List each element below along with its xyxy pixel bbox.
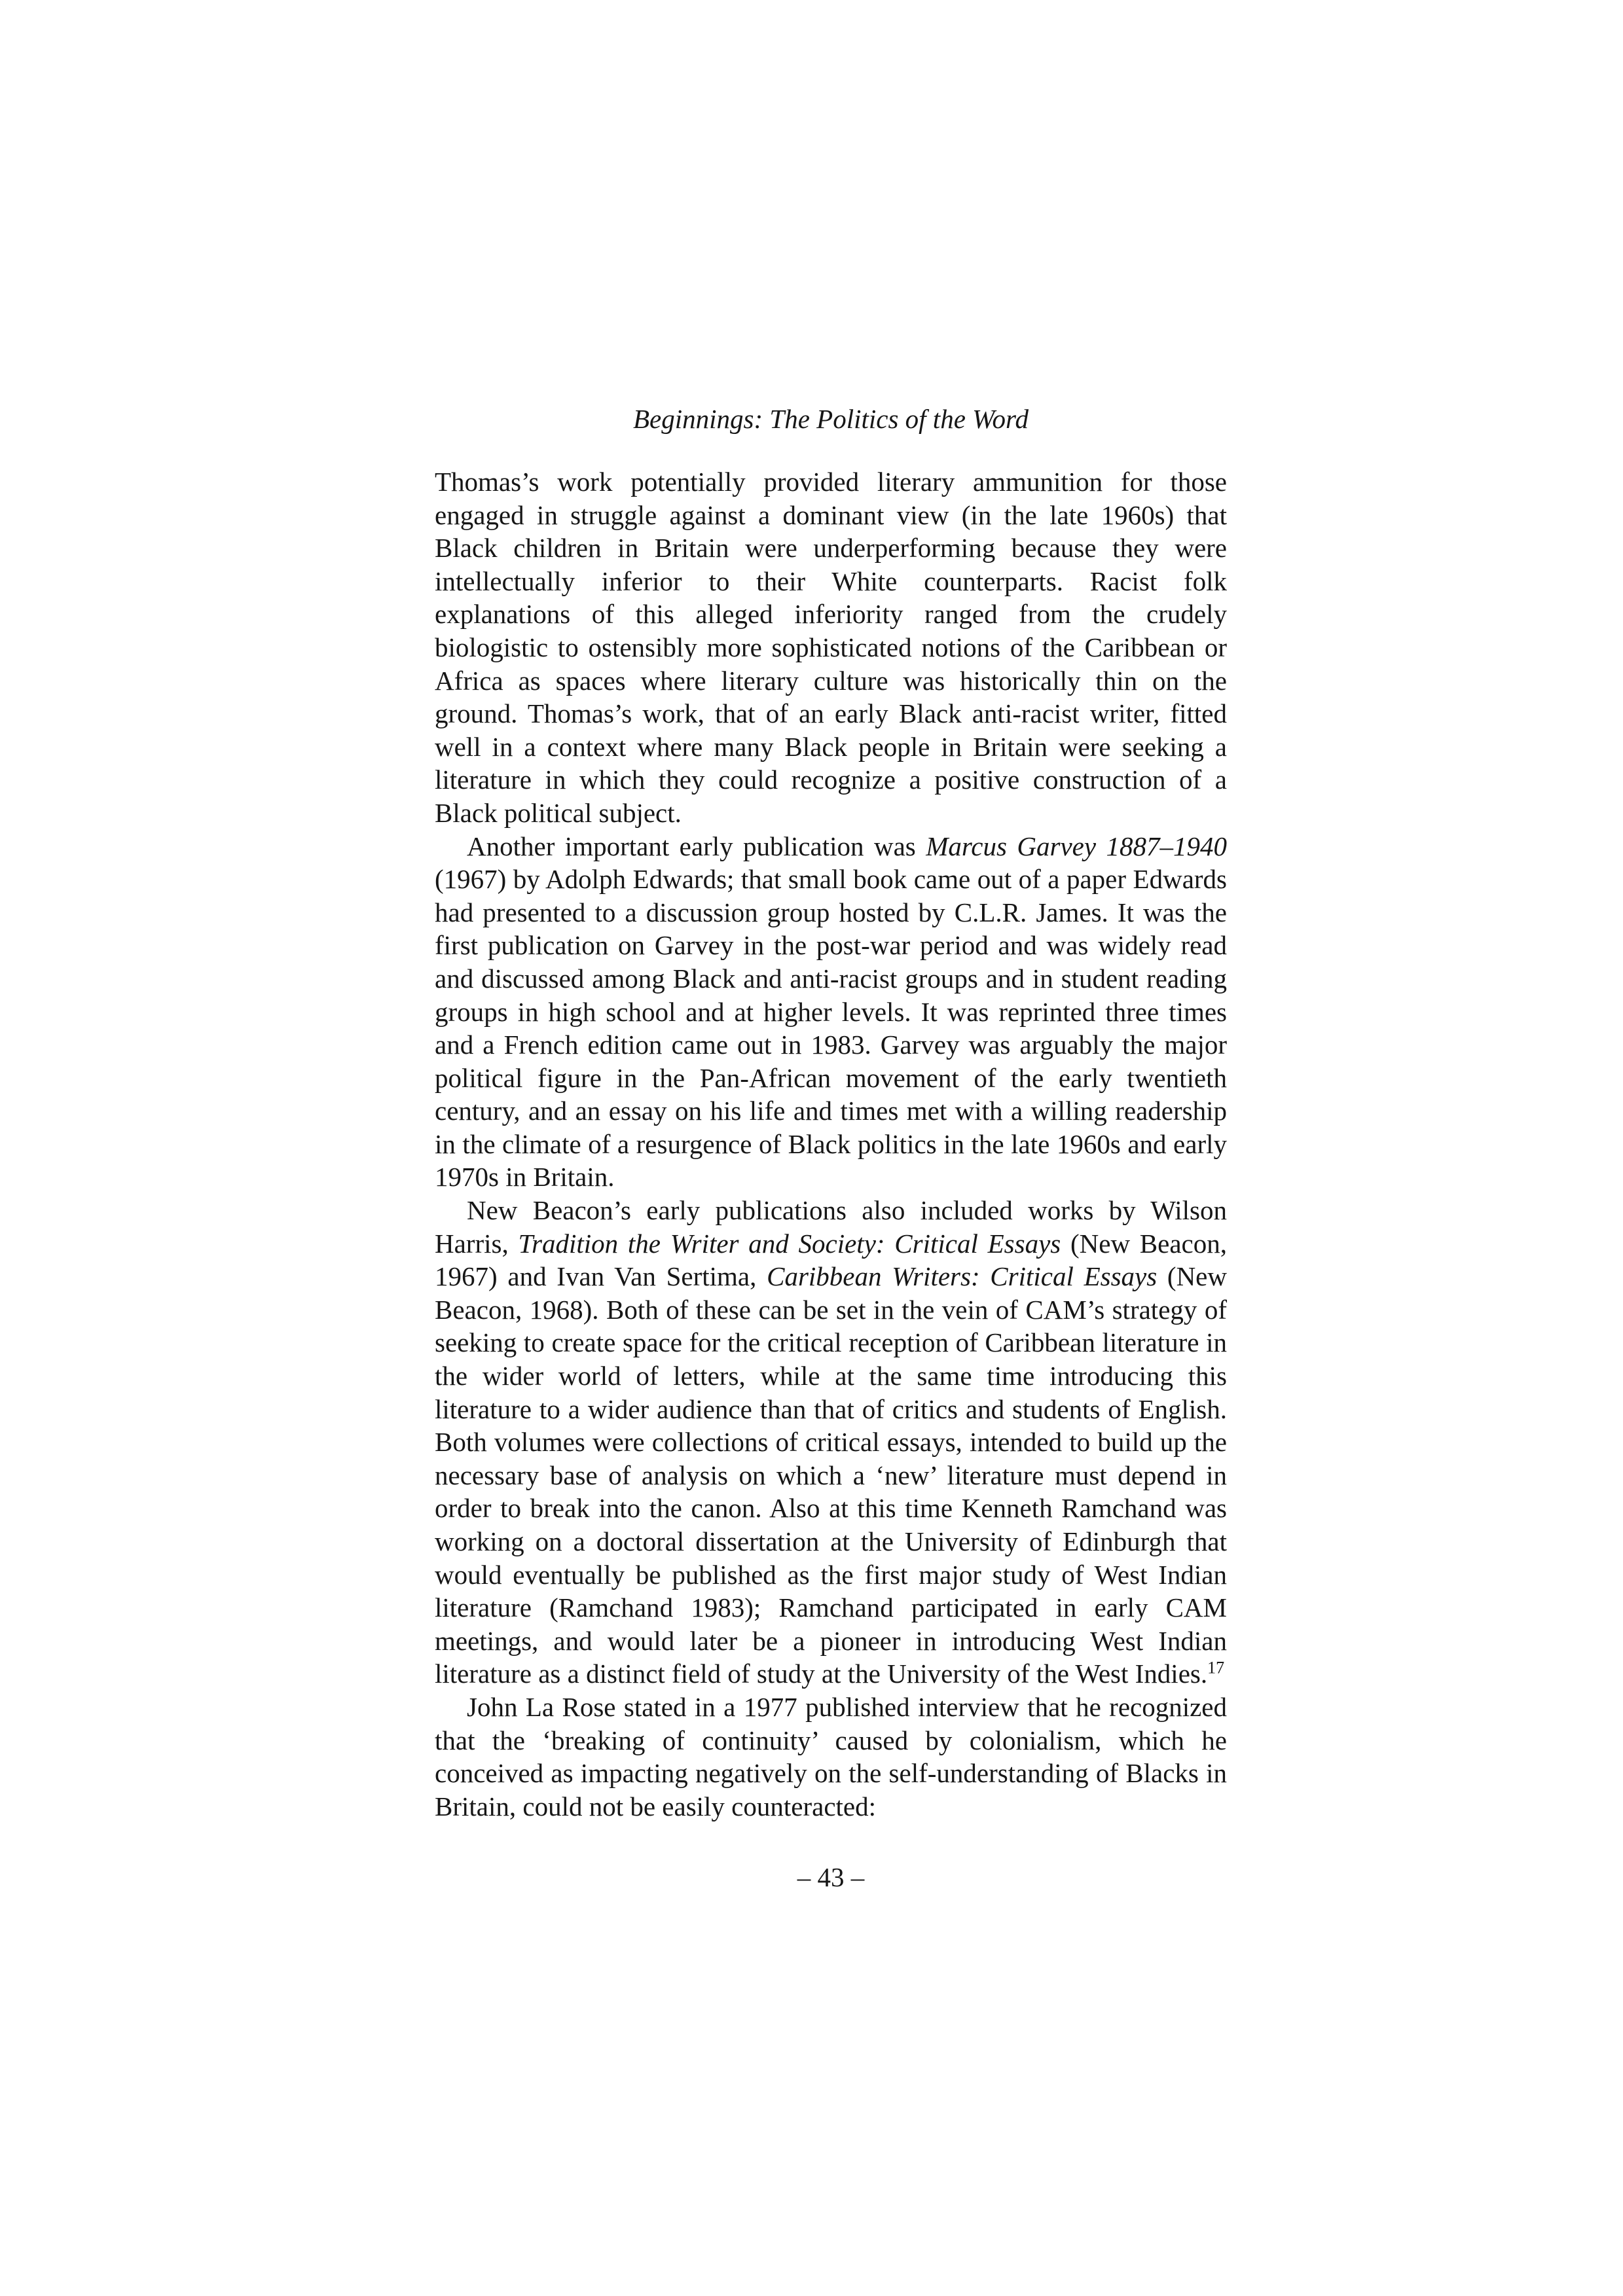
book-title-tradition-the-writer: Tradition the Writer and Society: Critical Essays: [518, 1228, 1061, 1259]
page-number: – 43 –: [797, 1862, 865, 1892]
paragraph-2-text-b: (1967) by Adolph Edwards; that small book came out of a paper Edwards had presented to a discussion group hosted by C.L.R. James. It was the first publication on Garvey in the post-war period and was widely read and discussed among Black and anti-racist groups and in student reading groups in high school and at higher levels. It was reprinted three times and a French edition came out in 1983. Garvey was arguably the major political figure in the Pan-African movement of the early twentieth century, and an essay on his life and times met with a willing readership in the climate of a resurgence of Black politics in the late 1960s and early 1970s in Britain.: [435, 864, 1227, 1193]
paragraph-3-text-b: (New Beacon, 1967) and Ivan Van Sertima,: [435, 1228, 1227, 1292]
paragraph-2-text-a: Another important early publication was: [467, 831, 926, 861]
book-title-caribbean-writers: Caribbean Writers: Critical Essays: [767, 1261, 1158, 1292]
paragraph-3-text-a: New Beacon’s early publications also included works by Wilson Harris,: [435, 1195, 1227, 1259]
book-title-marcus-garvey: Marcus Garvey 1887–1940: [926, 831, 1227, 861]
paragraph-3: [435, 1194, 1227, 1691]
paragraph-2: [435, 830, 1227, 1194]
paragraph-3-text-c: (New Beacon, 1968). Both of these can be set in the vein of CAM’s strategy of seeking to create space for the critical reception of Caribbean literature in the wider world of letters, while at the same time introducing this literature to a wider audience than that of critics and students of English. Both volumes were collections of critical essays, intended to build up the necessary base of analysis on which a ‘new’ literature must depend in order to break into the canon. Also at this time Kenneth Ramchand was working on a doctoral dissertation at the University of Edinburgh that would eventually be published as the first major study of West Indian literature (Ramchand 1983); Ramchand participated in early CAM meetings, and would later be a pioneer in introducing West Indian literature as a distinct field of study at the University of the West Indies.: [435, 1261, 1227, 1689]
paragraph-1: Thomas’s work potentially provided literary ammunition for those engaged in struggle against a dominant view (in the late 1960s) that Black children in Britain were underperforming because they were intellectually inferior to their White counterparts. Racist folk explanations of this alleged inferiority ranged from the crudely biologistic to ostensibly more sophisticated notions of the Caribbean or Africa as spaces where literary culture was historically thin on the ground. Thomas’s work, that of an early Black anti-racist writer, fitted well in a context where many Black people in Britain were seeking a literature in which they could recognize a positive construction of a Black political subject.: [435, 467, 1227, 828]
paragraph-4: John La Rose stated in a 1977 published interview that he recognized that the ‘breaking of continuity’ caused by colonialism, which he conceived as impacting negatively on the self-understanding of Blacks in Britain, could not be easily counteracted:: [435, 1691, 1227, 1821]
footnote-marker: 17: [1207, 1658, 1225, 1677]
body-text: [435, 465, 1227, 1823]
running-head: Beginnings: The Politics of the Word: [633, 404, 1029, 434]
